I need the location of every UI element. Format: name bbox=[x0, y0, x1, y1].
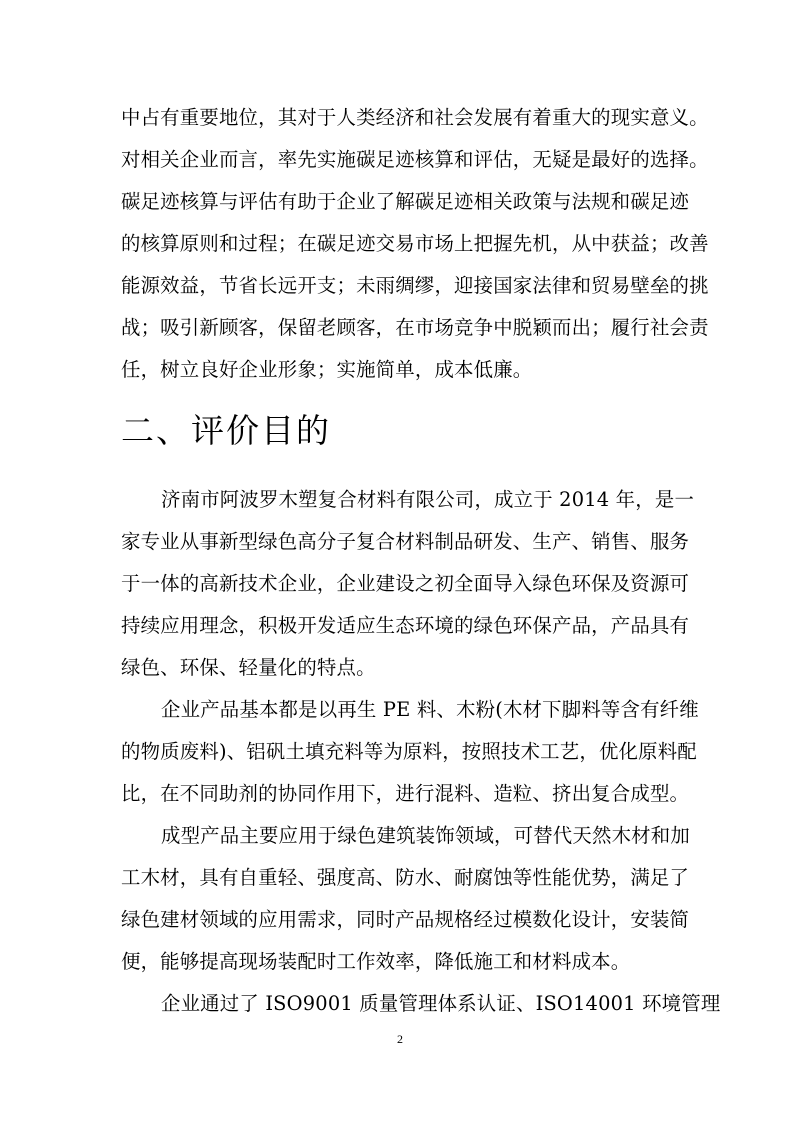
intro-line-1: 中占有重要地位，其对于人类经济和社会发展有着重大的现实意义。 bbox=[121, 106, 709, 129]
page-number: 2 bbox=[397, 1032, 403, 1046]
para2-line-2: 的物质废料)、铝矾土填充料等为原料，按照技术工艺，优化原料配 bbox=[121, 740, 697, 763]
para1-line-4: 持续应用理念，积极开发适应生态环境的绿色环保产品，产品具有 bbox=[121, 614, 690, 637]
intro-line-4: 的核算原则和过程；在碳足迹交易市场上把握先机，从中获益；改善 bbox=[121, 232, 709, 255]
para2-line-3: 比，在不同助剂的协同作用下，进行混料、造粒、挤出复合成型。 bbox=[121, 782, 690, 805]
intro-line-6: 战；吸引新顾客，保留老顾客，在市场竞争中脱颖而出；履行社会责 bbox=[121, 316, 709, 339]
para3-line-1: 成型产品主要应用于绿色建筑装饰领域，可替代天然木材和加 bbox=[161, 824, 690, 847]
section-heading: 二、评价目的 bbox=[121, 411, 331, 450]
para1-line-1: 济南市阿波罗木塑复合材料有限公司，成立于 2014 年，是一 bbox=[161, 488, 695, 511]
para1-line-5: 绿色、环保、轻量化的特点。 bbox=[121, 656, 376, 679]
intro-line-7: 任，树立良好企业形象；实施简单，成本低廉。 bbox=[121, 358, 533, 381]
para2-line-1: 企业产品基本都是以再生 PE 料、木粉(木材下脚料等含有纤维 bbox=[161, 698, 699, 721]
intro-line-2: 对相关企业而言，率先实施碳足迹核算和评估，无疑是最好的选择。 bbox=[121, 148, 709, 171]
intro-line-5: 能源效益，节省长远开支；未雨绸缪，迎接国家法律和贸易壁垒的挑 bbox=[121, 274, 709, 297]
para3-line-4: 便，能够提高现场装配时工作效率，降低施工和材料成本。 bbox=[121, 950, 631, 973]
para1-line-2: 家专业从事新型绿色高分子复合材料制品研发、生产、销售、服务 bbox=[121, 530, 690, 553]
para3-line-2: 工木材，具有自重轻、强度高、防水、耐腐蚀等性能优势，满足了 bbox=[121, 866, 690, 889]
para3-line-3: 绿色建材领域的应用需求，同时产品规格经过模数化设计，安装简 bbox=[121, 908, 690, 931]
para4-line-1: 企业通过了 ISO9001 质量管理体系认证、ISO14001 环境管理 bbox=[161, 992, 721, 1015]
intro-line-3: 碳足迹核算与评估有助于企业了解碳足迹相关政策与法规和碳足迹 bbox=[121, 190, 690, 213]
para1-line-3: 于一体的高新技术企业，企业建设之初全面导入绿色环保及资源可 bbox=[121, 572, 690, 595]
